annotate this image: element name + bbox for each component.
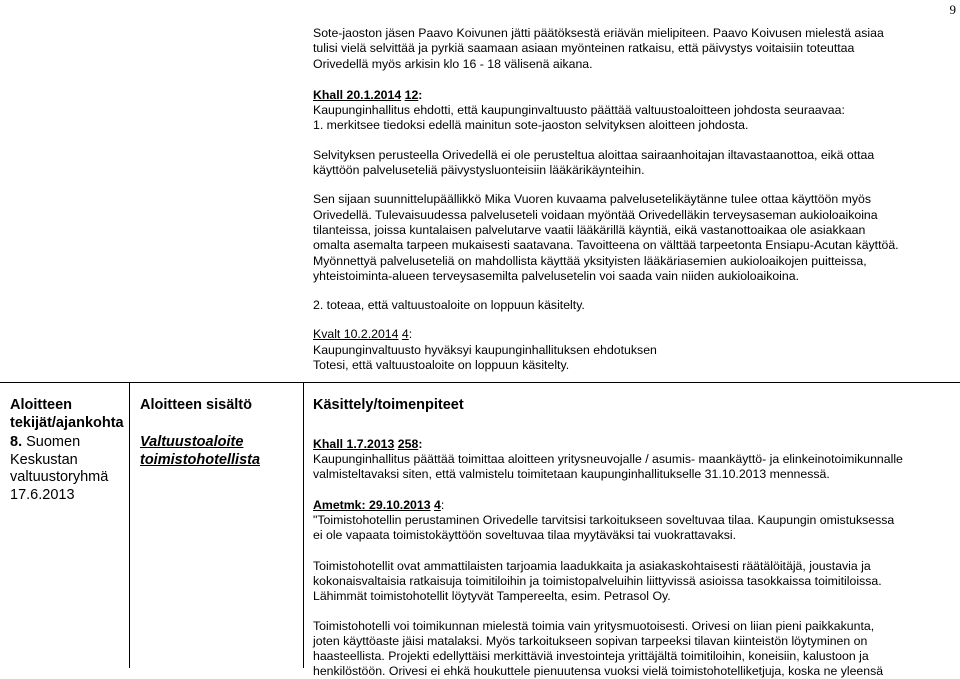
text-line: tilanteissa, joissa kuntalaisen palvelutarve vaatii lääkärillä käyntiä, eikä vastanottoaikaa ole asiakkaan bbox=[313, 222, 866, 237]
text-line: Selvityksen perusteella Orivedellä ei ole perusteltua aloittaa sairaanhoitajan iltavastaanottoa, eikä ottaa bbox=[313, 147, 875, 162]
text-line: henkilöstöön. Orivesi ei ehkä houkuttele pienuutensa vuoksi vielä toimistohotelliketjuja, koska ne yleensä bbox=[313, 664, 884, 679]
text-line: Kaupunginvaltuusto hyväksyi kaupunginhallituksen ehdotuksen bbox=[313, 342, 657, 357]
paragraph-toteaa: 2. toteaa, että valtuustoaloite on loppuun käsitelty. bbox=[313, 298, 585, 313]
khall-section-number: 12 bbox=[404, 87, 419, 102]
text-line: Kaupunginhallitus ehdotti, että kaupunginvaltuusto päättää valtuustoaloitteen johdosta seuraavaa: bbox=[313, 103, 845, 118]
paragraph-palveluseteli bbox=[313, 192, 943, 284]
text-line: Sote-jaoston jäsen Paavo Koivunen jätti päätöksestä eriävän mielipiteen. Paavo Koivusen mielestä asiaa bbox=[313, 26, 884, 40]
paragraph-koivunen bbox=[313, 26, 943, 72]
khall-decision: Khall 20.1.2014 12: Kaupunginhallitus ehdotti, että kaupunginvaltuusto päättää valtuustoaloitteen johdosta seuraavaa: 1. merkitsee tiedoksi edellä mainitun sote-jaoston selvityksen aloitteen johdosta. bbox=[313, 87, 845, 133]
text-line: joten käyttöaste jäisi matalaksi. Myös tarkoitukseen sopivan tarpeeksi tilavan kiinteistön löytyminen on bbox=[313, 633, 868, 648]
text-line: Toimistohotelli voi toimikunnan mielestä toimia vain yritysmuotoisesti. Orivesi on liian pieni paikkakunta, bbox=[313, 618, 875, 633]
text-line: ei ole vapaata toimistokäyttöön soveltuvaa tilaa myytäväksi tai vuokrattavaksi. bbox=[313, 528, 737, 543]
initiative-number: 8. bbox=[10, 434, 23, 450]
header-initiators bbox=[10, 396, 125, 432]
text-line: Suomen bbox=[26, 434, 81, 450]
ametmk-reference: Ametmk: 29.10.2013 bbox=[313, 498, 431, 513]
text-line: Toimistohotellit ovat ammattilaisten tarjoamia laadukkaita ja asiakaskohtaisesti räätälöitäjä, joustavia ja bbox=[313, 558, 871, 573]
text-line: Totesi, että valtuustoaloite on loppuun käsitelty. bbox=[313, 358, 570, 373]
text-line: "Toimistohotellin perustaminen Orivedelle tarvitsisi tarkoitukseen soveltuvaa tilaa. Kaupungin omistuksessa bbox=[313, 513, 895, 528]
text-line: Kaupunginhallitus päättää toimittaa aloitteen yritysneuvojalle / asumis- maankäyttö- ja elinkeinotoimikunnalle bbox=[313, 452, 903, 467]
text-line: haasteellista. Projekti edellyttäisi merkittäviä investointeja yrittäjältä toimitiloihin, koneisiin, kalustoon ja bbox=[313, 649, 869, 664]
khall-2013-reference: Khall 1.7.2013 bbox=[313, 437, 395, 451]
kvalt-decision: Kvalt 10.2.2014 4: Kaupunginvaltuusto hyväksyi kaupunginhallituksen ehdotuksen Totesi, että valtuustoaloite on loppuun käsitelty. bbox=[313, 327, 657, 373]
text-line: Orivedellä. Tulevaisuudessa palveluseteli voidaan myöntää Orivedelläkin terveysaseman aukioloaikoina bbox=[313, 207, 878, 222]
khall-reference: Khall 20.1.2014 bbox=[313, 87, 402, 102]
upper-section bbox=[313, 26, 943, 373]
text-line: toimistohotellista bbox=[140, 451, 261, 468]
initiative-title bbox=[140, 434, 300, 469]
text-line: Myönnettyä palveluseteliä on mahdollista käyttää yksityisten lääkäriasemien aukioloaikojen puitteissa, bbox=[313, 253, 867, 268]
khall-2013-decision: Khall 1.7.2013 258: Kaupunginhallitus päättää toimittaa aloitteen yritysneuvojalle / asumis- maankäyttö- ja elinkeinotoimikunnalle valmisteltavaksi siten, että valmistelu toimitetaan kaupunginhallitukselle 31.10.2013 mennessä. bbox=[313, 437, 903, 482]
column-divider-2 bbox=[303, 382, 304, 668]
text-line: 1. merkitsee tiedoksi edellä mainitun sote-jaoston selvityksen aloitteen johdosta. bbox=[313, 118, 749, 133]
text-line: valtuustoryhmä bbox=[10, 469, 109, 486]
table-top-border bbox=[0, 382, 960, 383]
paragraph-toimistohotellit bbox=[313, 559, 953, 604]
text-line: kokonaisvaltaisia ratkaisuja toimitiloihin ja toimistopalveluihin liittyvissä asioissa tasokkaissa toimitiloissa. bbox=[313, 573, 882, 588]
text-line: yhteistoiminta-alueen terveysasemilta palvelusetelin voi saada vain niiden aukioloaikoina. bbox=[313, 268, 800, 283]
text-line: Keskustan bbox=[10, 451, 78, 468]
paragraph-yritysmuotoisesti bbox=[313, 619, 953, 679]
initiator-cell bbox=[10, 434, 122, 504]
kvalt-reference: Kvalt 10.2.2014 bbox=[313, 327, 399, 342]
header-handling: Käsittely/toimenpiteet bbox=[313, 397, 464, 413]
text-line: omalta asemalta tarpeen mukaisesti saatavana. Tavoitteena on välttää tarpeetonta Ensiapu-Acutan käyttöä. bbox=[313, 238, 899, 253]
handling-cell bbox=[313, 437, 953, 679]
page-number: 9 bbox=[949, 2, 956, 17]
header-text: Aloitteen bbox=[10, 397, 73, 413]
text-line: Orivedellä myös arkisin klo 16 - 18 välisenä aikana. bbox=[313, 56, 593, 71]
text-line: valmisteltavaksi siten, että valmistelu toimitetaan kaupunginhallitukselle 31.10.2013 mennessä. bbox=[313, 467, 830, 482]
ametmk-statement: Ametmk: 29.10.2013 4: "Toimistohotellin perustaminen Orivedelle tarvitsisi tarkoitukseen soveltuvaa tilaa. Kaupungin omistuksessa ei ole vapaata toimistokäyttöön soveltuvaa tilaa myytäväksi tai vuokrattavaksi. bbox=[313, 498, 895, 543]
paragraph-selvitys bbox=[313, 148, 943, 179]
header-text: tekijät/ajankohta bbox=[10, 415, 124, 431]
column-divider-1 bbox=[129, 382, 130, 668]
text-line: käyttöön palveluseteliä päivystysluonteisiin lääkärikäynteihin. bbox=[313, 163, 645, 178]
khall-2013-section-number: 258 bbox=[397, 437, 419, 451]
text-line: Valtuustoaloite bbox=[140, 434, 244, 450]
ametmk-section-number: 4 bbox=[434, 498, 441, 513]
kvalt-section-number: 4 bbox=[401, 327, 409, 342]
header-content: Aloitteen sisältö bbox=[140, 397, 252, 413]
text-line: Lähimmät toimistohotellit löytyvät Tampereelta, esim. Petrasol Oy. bbox=[313, 588, 671, 603]
text-line: Sen sijaan suunnittelupäällikkö Mika Vuoren kuvaama palvelusetelikäytänne tulee ottaa käyttöön myös bbox=[313, 192, 872, 207]
initiative-date: 17.6.2013 bbox=[10, 486, 75, 503]
text-line: tulisi vielä selvittää ja pyrkiä saamaan asiaan myönteinen ratkaisu, että päivystys voitaisiin toteuttaa bbox=[313, 41, 855, 56]
